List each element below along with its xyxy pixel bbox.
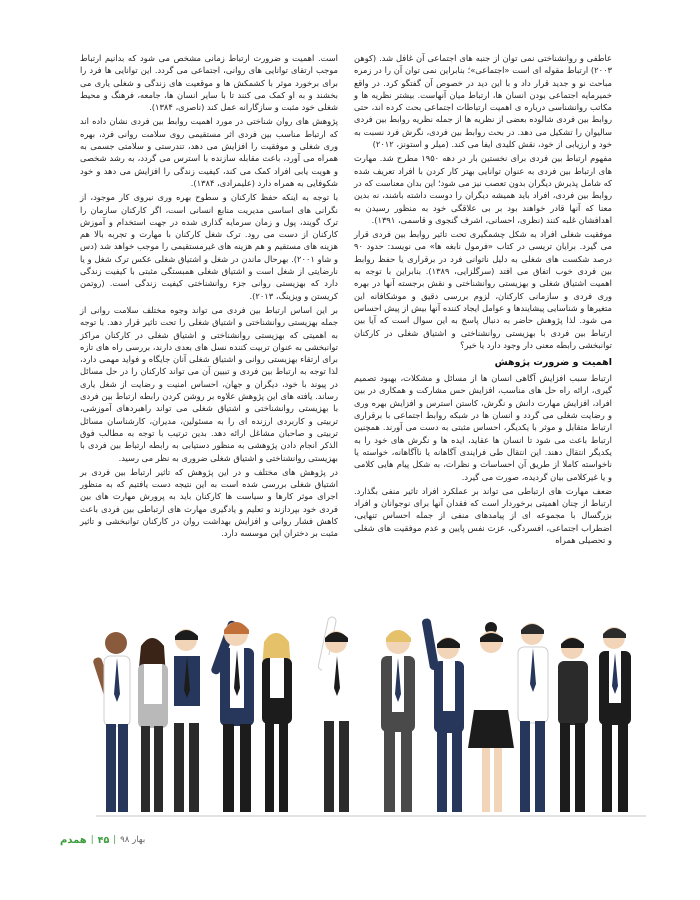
paragraph: بر این اساس ارتباط بین فردی می تواند وجوه مختلف سلامت روانی از جمله بهزیستی روانشناختی و اشتیاق شغلی را تحت تاثیر قرار دهد. با توجه به اهمیتی که بهزیستی روانشناختی و اشتیاق شغلی در کارکنان مراکز توانبخشی به عنوان تربیت کننده نسل های بعدی دارند، بررسی راه های تازه برای ارتقاء بهزیستی روانی و اشتیاق شغلی آنان جایگاه و فواید مهمی دارد، لذا توجه به ارتباط بین فردی و تبیین آن می تواند کارکنان را در حل مسائل در پیوند با خود، دیگران و جهان، احساس امنیت و رضایت از شغل یاری رساند. یافته های این پژوهش علاوه بر روشن کردن رابطه ارتباط بین فردی با بهزیستی روانشناختی و اشتیاق شغلی می تواند راهبردهای آموزشی، تربیتی و کاربردی ارزنده ای را به مسئولین، مدیران، کارشناسان مسائل تربیتی و صاحبان مشاغل ارائه دهد. بدین ترتیب با توجه به مطالب فوق الذکر انجام دادن پژوهشی به منظور دستیابی به رابطه ارتباط بین فردی با بهزیستی روانشناختی و اشتیاق شغلی ضروری به نظر می رسید. <box>80 304 338 463</box>
person-figure <box>468 622 514 812</box>
paragraph: در پژوهش های مختلف و در این پژوهش که تاثیر ارتباط بین فردی بر اشتیاق شغلی بررسی شده است به این نتیجه دست یافتیم که به منظور اجرای موثر کارها و سیاست ها کارکنان باید به پرورش مهارت های بین فردی خود بپردازند و تعلیم و یادگیری مهارت های ارتباطی بین فردی باعث کاهش فشار روانی و افزایش بهداشت روان در کارکنان توانبخشی و تاثیر مثبت بر دختران این موسسه دارد. <box>80 466 338 539</box>
person-figure <box>518 623 548 812</box>
person-figure <box>262 633 292 812</box>
page-number: ۴۵ <box>97 834 110 846</box>
person-figure <box>210 620 254 812</box>
person-figure <box>381 630 415 812</box>
person-figure <box>92 632 130 812</box>
paragraph: موفقیت شغلی افراد به شکل چشمگیری تحت تاثیر روابط بین فردی قرار می گیرد. برایان تریسی در کتاب «فرمول نابغه ها» می نویسد: حدود ۹۰ درصد شکست های شغلی به دلیل ناتوانی فرد در برقراری یا حفظ روابط بین فردی خوب اتفاق می افتد (سرگلزایی، ۱۳۸۹). بنابراین با توجه به اهمیت اشتیاق شغلی و بهزیستی روانشناختی و نقش برجسته آنها در بهره وری فردی و سازمانی کارکنان، لزوم بررسی دقیق و موشکافانه این متغیرها و شناسایی پیشایندها و عوامل ایجاد کننده آنها بیش از پیش احساس می شود. لذا پژوهش حاضر به دنبال پاسخ به این سوال است که آیا بین ارتباط بین فردی با بهزیستی روانشناختی و اشتیاق شغلی در کارکنان توانبخشی رابطه معنی دار وجود دارد یا خیر؟ <box>354 229 612 350</box>
page-footer <box>60 832 145 848</box>
paragraph: پژوهش های روان شناختی در مورد اهمیت روابط بین فردی نشان داده اند که ارتباط مناسب بین فردی اثر مستقیمی روی سلامت روانی فرد، بهره وری شغلی و موفقیت را افزایش می دهد، تندرستی و سلامتی جسمی به همراه می آورد، باعث مقابله سازنده با استرس می گردد، به رشد شخصی و هویت یابی افراد کمک می کند، کیفیت زندگی را افزایش می دهد و خود شکوفایی به همراه دارد (علیمرادی، ۱۳۸۴). <box>80 116 338 188</box>
left-text-column <box>80 52 338 542</box>
person-figure <box>421 618 464 812</box>
magazine-logo: همدم <box>60 834 87 846</box>
paragraph: ضعف مهارت های ارتباطی می تواند بر عملکرد افراد تاثیر منفی بگذارد. ارتباط از چنان اهمیتی برخوردار است که فقدان آنها برای نوجوانان و افراد بزرگسال با مجموعه ای از پیامدهای منفی از جمله احساس تنهایی، اضطراب اجتماعی، افسردگی، عزت نفس پایین و عدم موفقیت های شغلی و تحصیلی همراه <box>354 485 612 545</box>
paragraph: با توجه به اینکه حفظ کارکنان و سطوح بهره وری نیروی کار موجود، از نگرانی های اساسی مدیریت منابع انسانی است، اگر کارکنان سازمان را ترک گویند، پول و زمان سرمایه گذاری شده در جهت استخدام و آموزش کارکنان از دست می رود. ترک شغل کارکنان با مهارت و تجربه بالا هم هزینه های مستقیم و هم هزینه های غیرمستقیمی را موجب خواهد شد (دس و شاو ۲۰۰۱). بهرحال ماندن در شغل و اشتیاق شغلی عکس ترک شغل و یا نارضایتی از شغل است و اشتیاق شغلی همبستگی مثبتی با کیفیت زندگی دارد که بهزیستی روانی جزء روانشناختی کیفیت زندگی است. (روتمن کریستن و ویزینگ، ۲۰۱۳). <box>80 192 338 301</box>
footer-separator: | <box>90 835 94 845</box>
person-figure <box>558 637 588 812</box>
paragraph: است. اهمیت و ضرورت ارتباط زمانی مشخص می شود که بدانیم ارتباط موجب ارتقای توانایی های روانی، اجتماعی می گردد. این توانایی ها فرد را برای برخورد موثر با کشمکش ها و موقعیت های زندگی و شغلی یاری می بخشند و به او کمک می کنند تا با سایر انسان ها، جامعه، فرهنگ و محیط شغلی خود مثبت و سازگارانه عمل کند (ناصری، ۱۳۸۴). <box>80 53 338 113</box>
footer-separator: | <box>113 835 117 845</box>
section-heading: اهمیت و ضرورت پژوهش <box>494 357 612 369</box>
person-figure <box>172 629 202 812</box>
season-label: بهار ۹۸ <box>120 835 146 845</box>
person-figure <box>599 627 631 812</box>
business-people-illustration <box>86 598 656 820</box>
paragraph: مفهوم ارتباط بین فردی برای نخستین بار در دهه ۱۹۵۰ مطرح شد. مهارت های ارتباط بین فردی به عنوان توانایی بهتر کار کردن با افراد تعریف شده که شامل پذیرش دیگران بدون تعصب نیز می شود؛ این بدان معناست که در روابط بین فردی، افراد باید همیشه دیگران را دوست داشته باشند، نه بدین معنا که آنها قادر خواهند بود بر بی علاقگی خود به منظور رسیدن به اهدافشان غلبه کنند (نظری، احسانی، اشرف گنجوی و قاسمی، ۱۳۹۱). <box>354 153 612 225</box>
right-text-column <box>354 52 612 548</box>
person-figure <box>318 616 352 812</box>
paragraph: عاطفی و روانشناختی نمی توان از جنبه های اجتماعی آن غافل شد. (کوهن ۲۰۰۳) ارتباط مقوله ای است «اجتماعی»؛ بنابراین نمی توان آن را در زمره مباحث نو و جدید قرار داد و با این دید در خصوص آن گفتگو کرد. در واقع خمیرمایه اجتماعی بودن انسان ها، ارتباط میان آنهاست. بیشتر نظریه ها و مکاتب روانشناسی درباره ی اهمیت ارتباطات اجتماعی بحث کرده اند، حتی روابط بین فردی شالوده بعضی از نظریه ها از جمله نظریه روابط بین فردی سالیوان را تشکیل می دهد. در بحث روابط بین فردی، نگرش فرد نسبت به خود و ارزیابی از خود، نقش کلیدی ایفا می کند. (میلر و استونز، ۲۰۱۲) <box>354 53 612 150</box>
person-figure <box>138 638 168 812</box>
paragraph: ارتباط سبب افزایش آگاهی انسان ها از مسائل و مشکلات، بهبود تصمیم گیری، ارائه راه حل های مناسب، افزایش حس مشارکت و همکاری در بین افراد، افزایش مهارت دانش و نگرش، کاستن استرس و افزایش بهره وری و رضایت شغلی می گردد و انسان ها در شبکه روابط اجتماعی با برقراری ارتباط متقابل و موثر با یکدیگر، احساس مثبتی به دست می آورند. همچنین ارتباط باعث می شود تا انسان ها عقاید، ایده ها و نگرش های خود را به یکدیگر انتقال دهند. این انتقال طی فرایندی آگاهانه یا ناآگاهانه، خواسته یا ناخواسته کاملا از طریق آن احساسات و نظرات، به شکل پیام هایی کلامی و یا غیرکلامی بیان گردیده، صورت می گیرد. <box>354 373 612 482</box>
